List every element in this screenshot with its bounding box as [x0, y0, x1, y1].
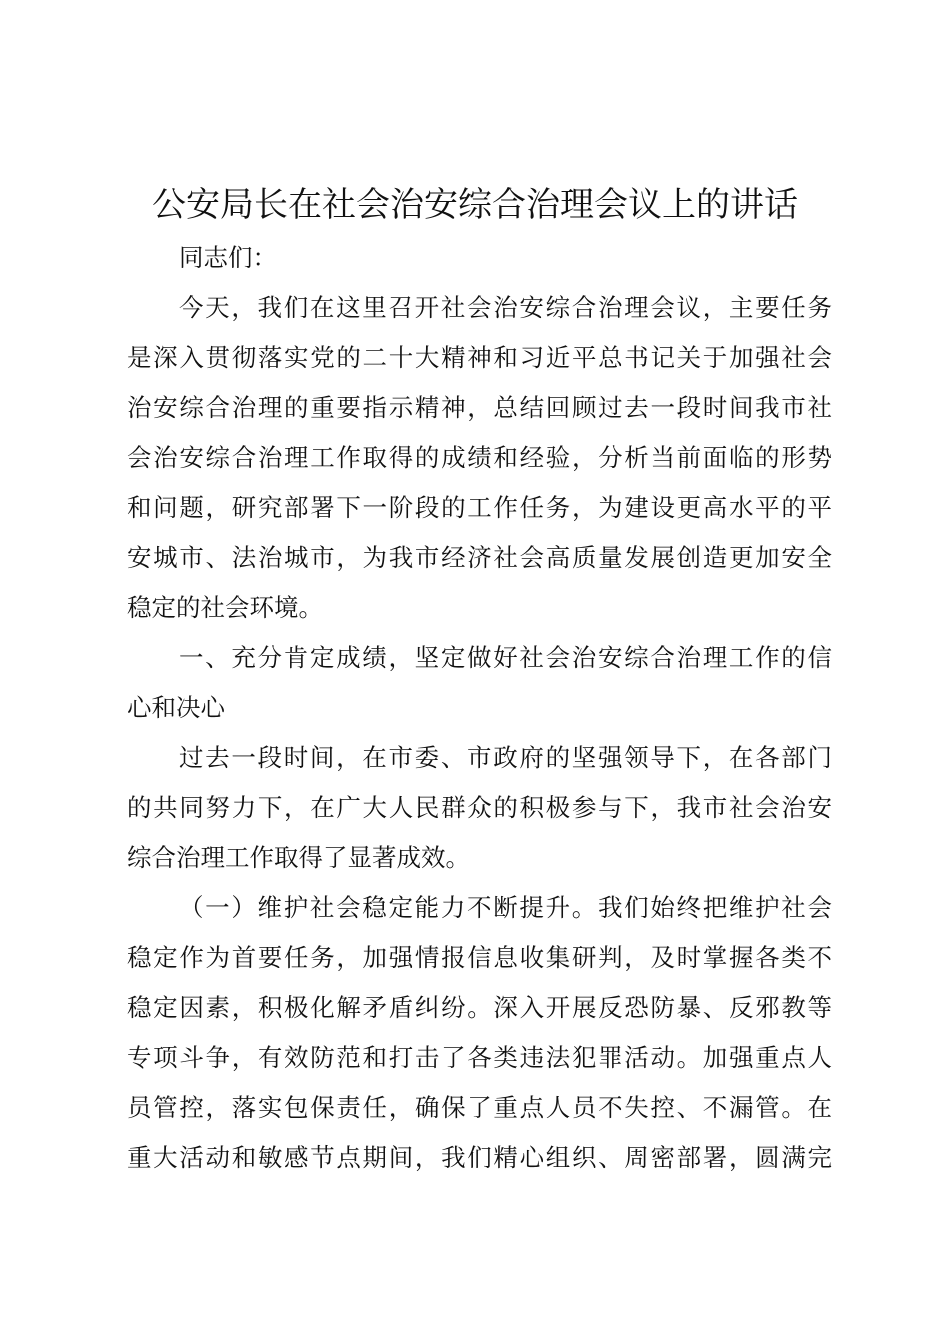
text-line: 安城市、法治城市，为我市经济社会高质量发展创造更加安全 [127, 543, 832, 572]
document-body [127, 233, 832, 1183]
text-line: 和问题，研究部署下一阶段的工作任务，为建设更高水平的平 [127, 493, 832, 522]
text-line: 过去一段时间，在市委、市政府的坚强领导下，在各部门 [179, 743, 832, 772]
text-line: 专项斗争，有效防范和打击了各类违法犯罪活动。加强重点人 [127, 1043, 832, 1072]
text-line: 综合治理工作取得了显著成效。 [127, 843, 470, 872]
text-line: 的共同努力下，在广大人民群众的积极参与下，我市社会治安 [127, 793, 832, 822]
text-line: 心和决心 [127, 693, 225, 722]
text-line: 治安综合治理的重要指示精神，总结回顾过去一段时间我市社 [127, 393, 832, 422]
text-line: 会治安综合治理工作取得的成绩和经验，分析当前面临的形势 [127, 443, 832, 472]
text-line: 重大活动和敏感节点期间，我们精心组织、周密部署，圆满完 [127, 1143, 832, 1172]
text-line: （一）维护社会稳定能力不断提升。我们始终把维护社会 [179, 893, 832, 922]
text-line: 稳定作为首要任务，加强情报信息收集研判，及时掌握各类不 [127, 943, 832, 972]
text-line: 一、充分肯定成绩，坚定做好社会治安综合治理工作的信 [179, 643, 832, 672]
text-line: 今天，我们在这里召开社会治安综合治理会议，主要任务 [179, 293, 832, 322]
text-line: 员管控，落实包保责任，确保了重点人员不失控、不漏管。在 [127, 1093, 832, 1122]
text-line: 同志们： [179, 243, 277, 272]
document-title: 公安局长在社会治安综合治理会议上的讲话 [152, 185, 798, 225]
text-line: 稳定的社会环境。 [127, 593, 323, 622]
text-line: 是深入贯彻落实党的二十大精神和习近平总书记关于加强社会 [127, 343, 832, 372]
text-line: 稳定因素，积极化解矛盾纠纷。深入开展反恐防暴、反邪教等 [127, 993, 832, 1022]
